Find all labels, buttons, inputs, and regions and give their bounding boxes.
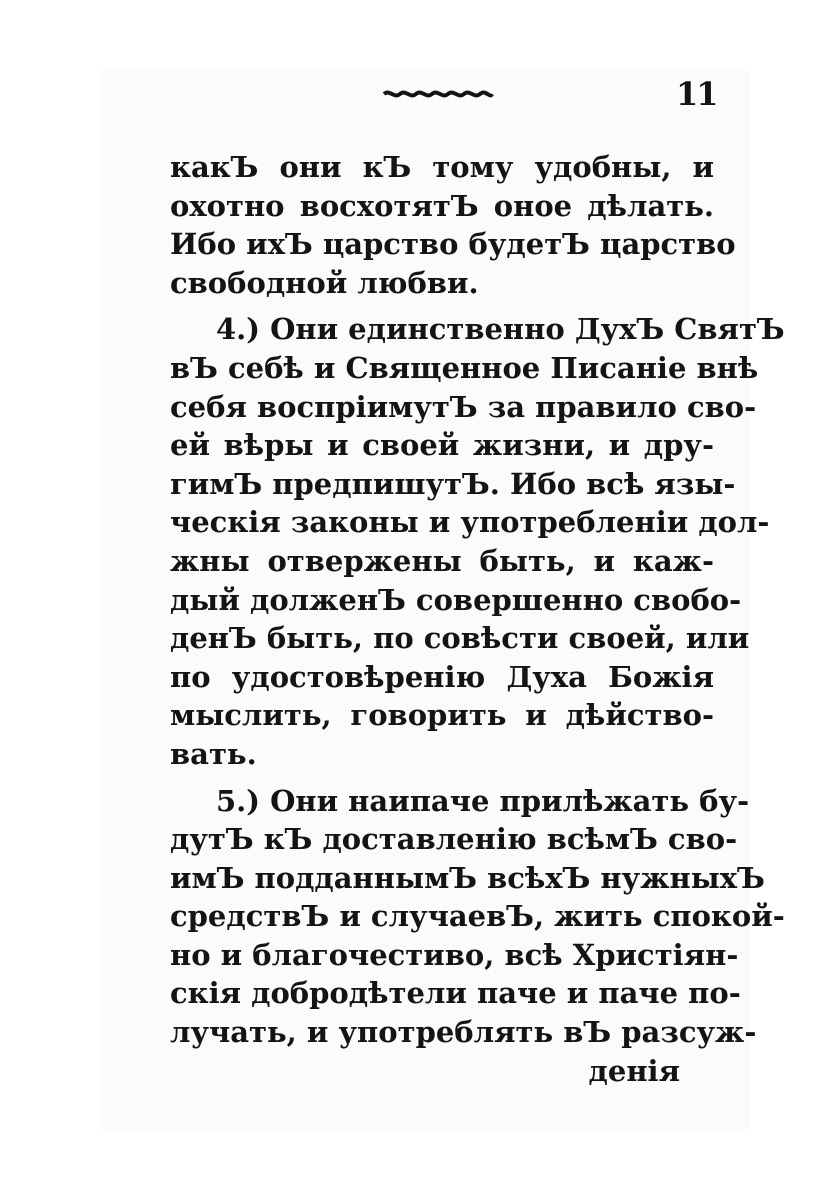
text-line: охотно восхотятЪ оное дѣлать.: [170, 188, 714, 223]
text-line: имЪ подданнымЪ всѣхЪ нужныхЪ: [170, 860, 765, 895]
paragraph-continuation: [170, 148, 736, 302]
text-line: ческія законы и употребленіи дол-: [170, 505, 770, 540]
text-line: дый долженЪ совершенно свобо-: [170, 582, 742, 617]
text-line: мыслить, говорить и дѣйство-: [170, 698, 714, 733]
text-line: вать.: [170, 736, 257, 771]
text-line: себя воспріимутЪ за правило сво-: [170, 389, 757, 424]
text-line: Ибо ихЪ царство будетЪ царство: [170, 227, 736, 262]
text-line: по удостовѣренію Духа Божія: [170, 659, 714, 694]
text-line: вЪ себѣ и Священное Писаніе внѣ: [170, 350, 759, 385]
body-text: [170, 148, 785, 1090]
text-line: гимЪ предпишутЪ. Ибо всѣ язы-: [170, 466, 736, 501]
text-line: ей вѣры и своей жизни, и дру-: [170, 428, 714, 463]
catchword: денія: [588, 1053, 680, 1088]
text-line: 4.) Они единственно ДухЪ СвятЪ: [216, 312, 785, 347]
text-line: какЪ они кЪ тому удобны, и: [170, 150, 714, 184]
text-line: свободной любви.: [170, 265, 479, 300]
paragraph-5: [170, 782, 785, 1052]
header-ornament: [382, 89, 494, 99]
text-line: 5.) Они наипаче прилѣжать бу-: [216, 783, 750, 818]
page-number: 11: [676, 75, 717, 113]
text-line: скія добродѣтели паче и паче по-: [170, 976, 741, 1011]
text-line: дутЪ кЪ доставленію всѣмЪ сво-: [170, 822, 738, 857]
text-line: средствЪ и случаевЪ, жить спокой-: [170, 899, 785, 934]
text-line: жны отвержены быть, и каж-: [170, 543, 714, 578]
text-line: денЪ быть, по совѣсти своей, или: [170, 621, 750, 656]
paragraph-4: [170, 310, 785, 773]
text-line: но и благочестиво, всѣ Христіян-: [170, 937, 739, 972]
text-line: лучать, и употреблять вЪ разсуж-: [170, 1015, 757, 1050]
